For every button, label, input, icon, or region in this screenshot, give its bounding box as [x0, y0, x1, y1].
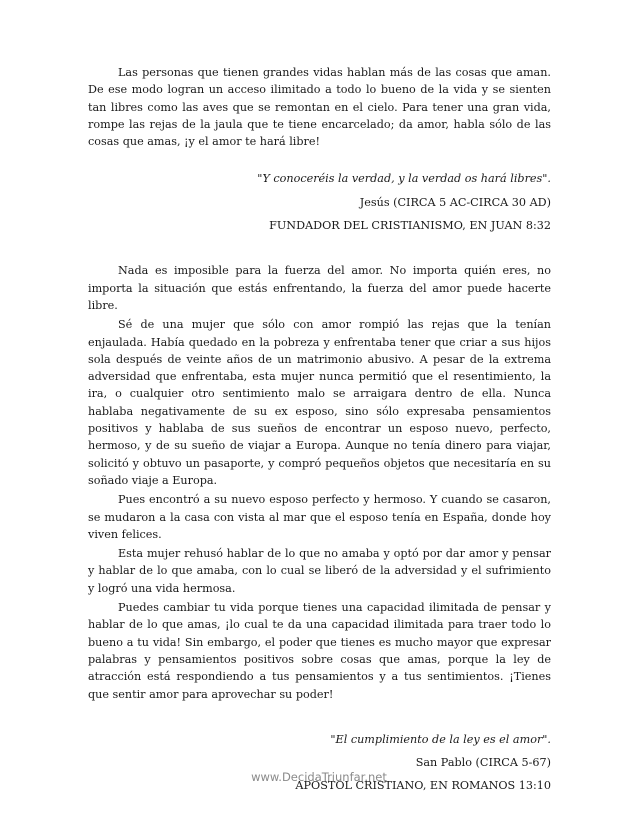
quote-text: "Y conoceréis la verdad, y la verdad os hará libres". — [257, 172, 551, 186]
quote-author: San Pablo (CIRCA 5-67) — [415, 756, 551, 770]
paragraph-body: Esta mujer rehusó hablar de lo que no amaba y optó por dar amor y pensar y hablar de lo que amaba, con lo cual se liberó de la adversidad y el sufrimiento y logró una vida hermosa. — [88, 547, 551, 595]
quote-text: "El cumplimiento de la ley es el amor". — [330, 732, 551, 746]
quote-source: APÓSTOL CRISTIANO, EN ROMANOS 13:10 — [295, 779, 551, 793]
footer-url: www.DecidaTriunfar.net — [251, 770, 387, 784]
paragraph-body: Nada es imposible para la fuerza del amor. No importa quién eres, no importa la situación que estás enfrentando, la fuerza del amor puede hacerte libre. — [88, 264, 551, 312]
document-page — [88, 64, 551, 795]
paragraph-body: Sé de una mujer que sólo con amor rompió las rejas que la tenían enjaulada. Había quedado en la pobreza y enfrentaba tener que criar a sus hijos sola después de veinte años de un matrimonio abusivo. A pesar de la extrema adversidad que enfrentaba, esta mujer nunca permitió que el resentimiento, la ira, o cualquier otro sentimiento malo se arraigara dentro de ella. Nunca hablaba negativamente de su ex esposo, sino sólo expresaba pensamientos positivos y hablaba de sus sueños de encontrar un esposo nuevo, perfecto, hermoso, y de su sueño de viajar a Europa. Aunque no tenía dinero para viajar, solicitó y obtuvo un pasaporte, y compró pequeños objetos que necesitaría en su soñado viaje a Europa. — [88, 318, 551, 487]
quote-block-san-pablo — [88, 731, 551, 795]
paragraph-body: Pues encontró a su nuevo esposo perfecto y hermoso. Y cuando se casaron, se mudaron a la casa con vista al mar que el esposo tenía en España, donde hoy viven felices. — [88, 493, 551, 541]
quote-source: FUNDADOR DEL CRISTIANISMO, EN JUAN 8:32 — [269, 219, 551, 233]
paragraph-body: Puedes cambiar tu vida porque tienes una capacidad ilimitada de pensar y hablar de lo que amas, ¡lo cual te da una capacidad ilimitada para traer todo lo bueno a tu vida! Sin embargo, el poder que tienes es mucho mayor que expresar palabras y pensamientos positivos sobre cosas que amas, porque la ley de atracción está respondiendo a tus pensamientos y a tus sentimientos. ¡Tienes que sentir amor para aprovechar su poder! — [88, 601, 551, 701]
quote-author: Jesús (CIRCA 5 AC-CIRCA 30 AD) — [359, 195, 551, 209]
quote-block-jesus — [88, 170, 551, 234]
paragraph-intro: Las personas que tienen grandes vidas hablan más de las cosas que aman. De ese modo logran un acceso ilimitado a todo lo bueno de la vida y se sienten tan libres como las aves que se remontan en el cielo. Para tener una gran vida, rompe las rejas de la jaula que te tiene encarcelado; da amor, habla sólo de las cosas que amas, ¡y el amor te hará libre! — [88, 66, 551, 149]
